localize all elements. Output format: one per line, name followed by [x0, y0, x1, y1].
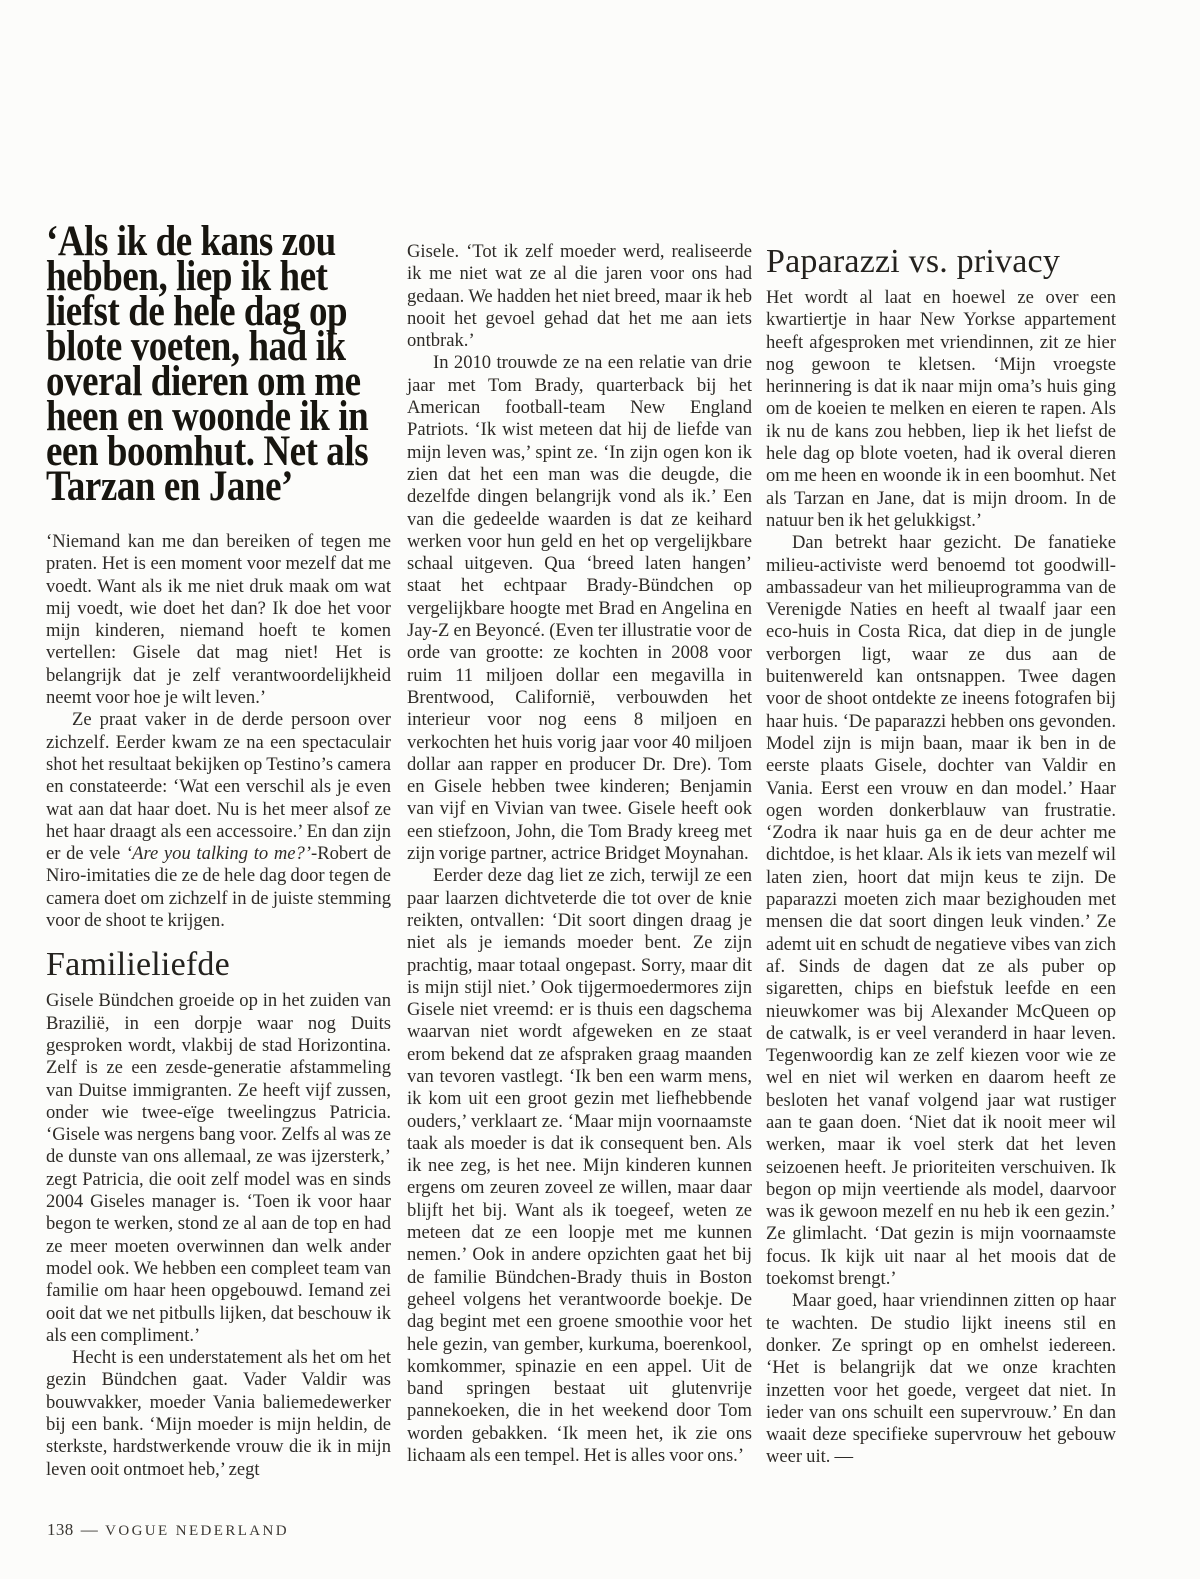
paragraph: Dan betrekt haar gezicht. De fanatieke milieu-activiste werd benoemd tot goodwill-ambassadeur van het milieuprogramma van de Verenigde Naties en heeft al twaalf jaar een eco-huis in Costa Rica, dat diep in de jungle verborgen ligt, waar ze dus aan de buitenwereld kan ontsnappen. Twee dagen voor de shoot ontdekte ze ineens fotografen bij haar huis. ‘De paparazzi hebben ons gevonden. Model zijn is mijn baan, maar ik ben in de eerste plaats Gisele, dochter van Valdir en Vania. Eerst een vrouw en dan model.’ Haar ogen worden donkerblauw van frustratie. ‘Zodra ik naar huis ga en de deur achter me dichtdoe, is het klaar. Als ik iets van mezelf wil laten zien, hoort dat mijn keus te zijn. De paparazzi moeten zich maar bezighouden met mensen die dat soort dingen leuk vinden.’ Ze ademt uit en schudt de negatieve vibes van zich af. Sinds de dagen dat ze als puber op sigaretten, chips en biefstuk leefde en een nieuwkomer was bij Alexander McQueen op de catwalk, is er veel veranderd in haar leven. Tegenwoordig kan ze zelf kiezen voor wie ze wel en niet wil werken en daarom heeft ze besloten het vanaf volgend jaar wat rustiger aan te gaan doen. ‘Niet dat ik nooit meer wil werken, maar ik voel sterk dat het leven seizoenen heeft. Je prioriteiten verschuiven. Ik begon op mijn veertiende als model, daarvoor was ik gewoon mezelf en nu heb ik een gezin.’ Ze glimlacht. ‘Dat gezin is mijn voornaamste focus. Ik kijk uit naar al het moois dat de toekomst brengt.’: [766, 532, 1116, 1290]
paragraph: Gisele Bündchen groeide op in het zuiden van Brazilië, in een dorpje waar nog Duits gesproken wordt, vlakbij de stad Horizontina. Zelf is ze een zesde-generatie afstammeling van Duitse immigranten. Ze heeft vijf zussen, onder wie twee-eïge tweelingzus Patricia. ‘Gisele was nergens bang voor. Zelfs al was ze de dunste van ons allemaal, ze was ijzersterk,’ zegt Patricia, die ooit zelf model was en sinds 2004 Giseles manager is. ‘Toen ik voor haar begon te werken, stond ze al aan de top en had ze meer moeten overwinnen dan welk ander model ook. We hebben een compleet team van familie om haar heen opgebouwd. Iemand zei ooit dat we net pitbulls lijken, dat beschouw ik als een compliment.’: [46, 990, 391, 1346]
pull-quote-line: overal dieren om me: [46, 358, 361, 405]
paragraph: Eerder deze dag liet ze zich, terwijl ze een paar laarzen dichtveterde die tot over de knie reikten, ontvallen: ‘Dit soort dingen draag je niet als je iemands moeder bent. Ze zijn prachtig, maar totaal ongepast. Sorry, maar dit is mijn stijl niet.’ Ook tijgermoedermores zijn Gisele niet vreemd: er is thuis een dagschema waarvan niet wordt afgeweken en ze staat erom bekend dat ze afspraken graag maanden van tevoren vastlegt. ‘Ik ben een warm mens, ik kom uit een groot gezin met liefhebbende ouders,’ verklaart ze. ‘Maar mijn voornaamste taak als moeder is dat ik consequent ben. Als ik nee zeg, is het nee. Mijn kinderen kunnen ergens om zeuren zoveel ze willen, maar daar blijft het bij. Want als ik toegeef, weten ze meteen dat ze een loopje met me kunnen nemen.’ Ook in andere opzichten gaat het bij de familie Bündchen-Brady thuis in Boston geheel volgens het verantwoorde boekje. De dag begint met een groene smoothie voor het hele gezin, van gember, kurkuma, boerenkool, komkommer, spinazie en een appel. Uit de band springen bestaat uit glutenvrije pannekoeken, die in het weekend door Tom worden gebakken. ‘Ik meen het, ik zie ons lichaam als een tempel. Het is alles voor ons.’: [407, 865, 752, 1467]
pull-quote-line: liefst de hele dag op: [46, 288, 348, 335]
column-right: [766, 242, 1116, 1469]
paragraph-text: -Robert de Niro-imitaties die ze de hele dag door tegen de camera doet om zichzelf in de juiste stemming voor de shoot te krijgen.: [46, 843, 391, 932]
paragraph: [46, 709, 391, 932]
pull-quote-line: hebben, liep ik het: [46, 253, 328, 300]
pull-quote-line: blote voeten, had ik: [46, 323, 346, 370]
italic-phrase: ‘Are you talking to me?’: [125, 843, 311, 865]
footer-dash: —: [80, 1520, 99, 1539]
column-middle: [407, 241, 752, 1467]
section-heading-familieliefde: Familieliefde: [46, 946, 230, 984]
column-left: [46, 218, 391, 1481]
page-footer: [47, 1520, 289, 1540]
magazine-name: VOGUE NEDERLAND: [105, 1523, 290, 1539]
pull-quote-line: ‘Als ik de kans zou: [46, 218, 336, 265]
section-heading-paparazzi: Paparazzi vs. privacy: [766, 243, 1061, 280]
pull-quote: [46, 218, 391, 510]
page-number: 138: [47, 1520, 74, 1539]
pull-quote-line: Tarzan en Jane’: [46, 463, 293, 510]
paragraph: ‘Niemand kan me dan bereiken of tegen me praten. Het is een moment voor mezelf dat me voedt. Want als ik me niet druk maak om wat mij voedt, wie doet het dan? Ik doe het voor mijn kinderen, niemand hoeft te komen vertellen: Gisele dat mag niet! Het is belangrijk dat je zelf verantwoordelijkheid neemt voor hoe je wilt leven.’: [46, 531, 391, 709]
paragraph: Maar goed, haar vriendinnen zitten op haar te wachten. De studio lijkt ineens stil en donker. Ze springt op en omhelst iedereen. ‘Het is belangrijk dat we onze krachten inzetten voor het goede, vergeet dat niet. In ieder van ons schuilt een supervrouw.’ En dan waait deze specifieke supervrouw het gebouw weer uit. —: [766, 1290, 1116, 1468]
paragraph-text: Ze praat vaker in de derde persoon over zichzelf. Eerder kwam ze na een spectaculair shot het resultaat bekijken op Testino’s camera en constateerde: ‘Wat een verschil als je even wat aan dat haar doet. Nu is het meer alsof ze het haar draagt als een accessoire.’ En dan zijn er de vele: [46, 709, 391, 865]
pull-quote-line: heen en woonde ik in: [46, 393, 369, 440]
paragraph: Gisele. ‘Tot ik zelf moeder werd, realiseerde ik me niet wat ze al die jaren voor ons had gedaan. We hadden het niet breed, maar ik heb nooit het gevoel gehad dat het me aan iets ontbrak.’: [407, 241, 752, 352]
pull-quote-line: een boomhut. Net als: [46, 428, 369, 475]
paragraph: Het wordt al laat en hoewel ze over een kwartiertje in haar New Yorkse appartement heeft afgesproken met vriendinnen, zit ze hier nog gewoon te kletsen. ‘Mijn vroegste herinnering is dat ik naar mijn oma’s huis ging om de koeien te melken en eieren te rapen. Als ik nu de kans zou hebben, liep ik het liefst de hele dag op blote voeten, had ik overal dieren om me heen en woonde ik in een boomhut. Net als Tarzan en Jane, dat is mijn droom. In de natuur ben ik het gelukkigst.’: [766, 287, 1116, 531]
paragraph: In 2010 trouwde ze na een relatie van drie jaar met Tom Brady, quarterback bij het American football-team New England Patriots. ‘Ik wist meteen dat hij de liefde van mijn leven was,’ spint ze. ‘In zijn ogen kon ik zien dat het een man was die deugde, die dezelfde dingen belangrijk vond als ik.’ Een van die gedeelde waarden is dat ze keihard werken voor hun geld en het op vergelijkbare schaal uitgeven. Qua ‘breed laten hangen’ staat het echtpaar Brady-Bündchen op vergelijkbare hoogte met Brad en Angelina en Jay-Z en Beyoncé. (Even ter illustratie voor de orde van grootte: ze kochten in 2008 voor ruim 11 miljoen dollar een megavilla in Brentwood, Californië, verbouwden het interieur voor nog eens 8 miljoen en verkochten het huis vorig jaar voor 40 miljoen dollar aan rapper en producer Dr. Dre). Tom en Gisele hebben twee kinderen; Benjamin van vijf en Vivian van twee. Gisele heeft ook een stiefzoon, John, die Tom Brady kreeg met zijn vorige partner, actrice Bridget Moynahan.: [407, 352, 752, 865]
paragraph: Hecht is een understatement als het om het gezin Bündchen gaat. Vader Valdir was bouwvakker, moeder Vania baliemedewerker bij een bank. ‘Mijn moeder is mijn heldin, de sterkste, hardstwerkende vrouw die ik in mijn leven ooit ontmoet heb,’ zegt: [46, 1347, 391, 1480]
